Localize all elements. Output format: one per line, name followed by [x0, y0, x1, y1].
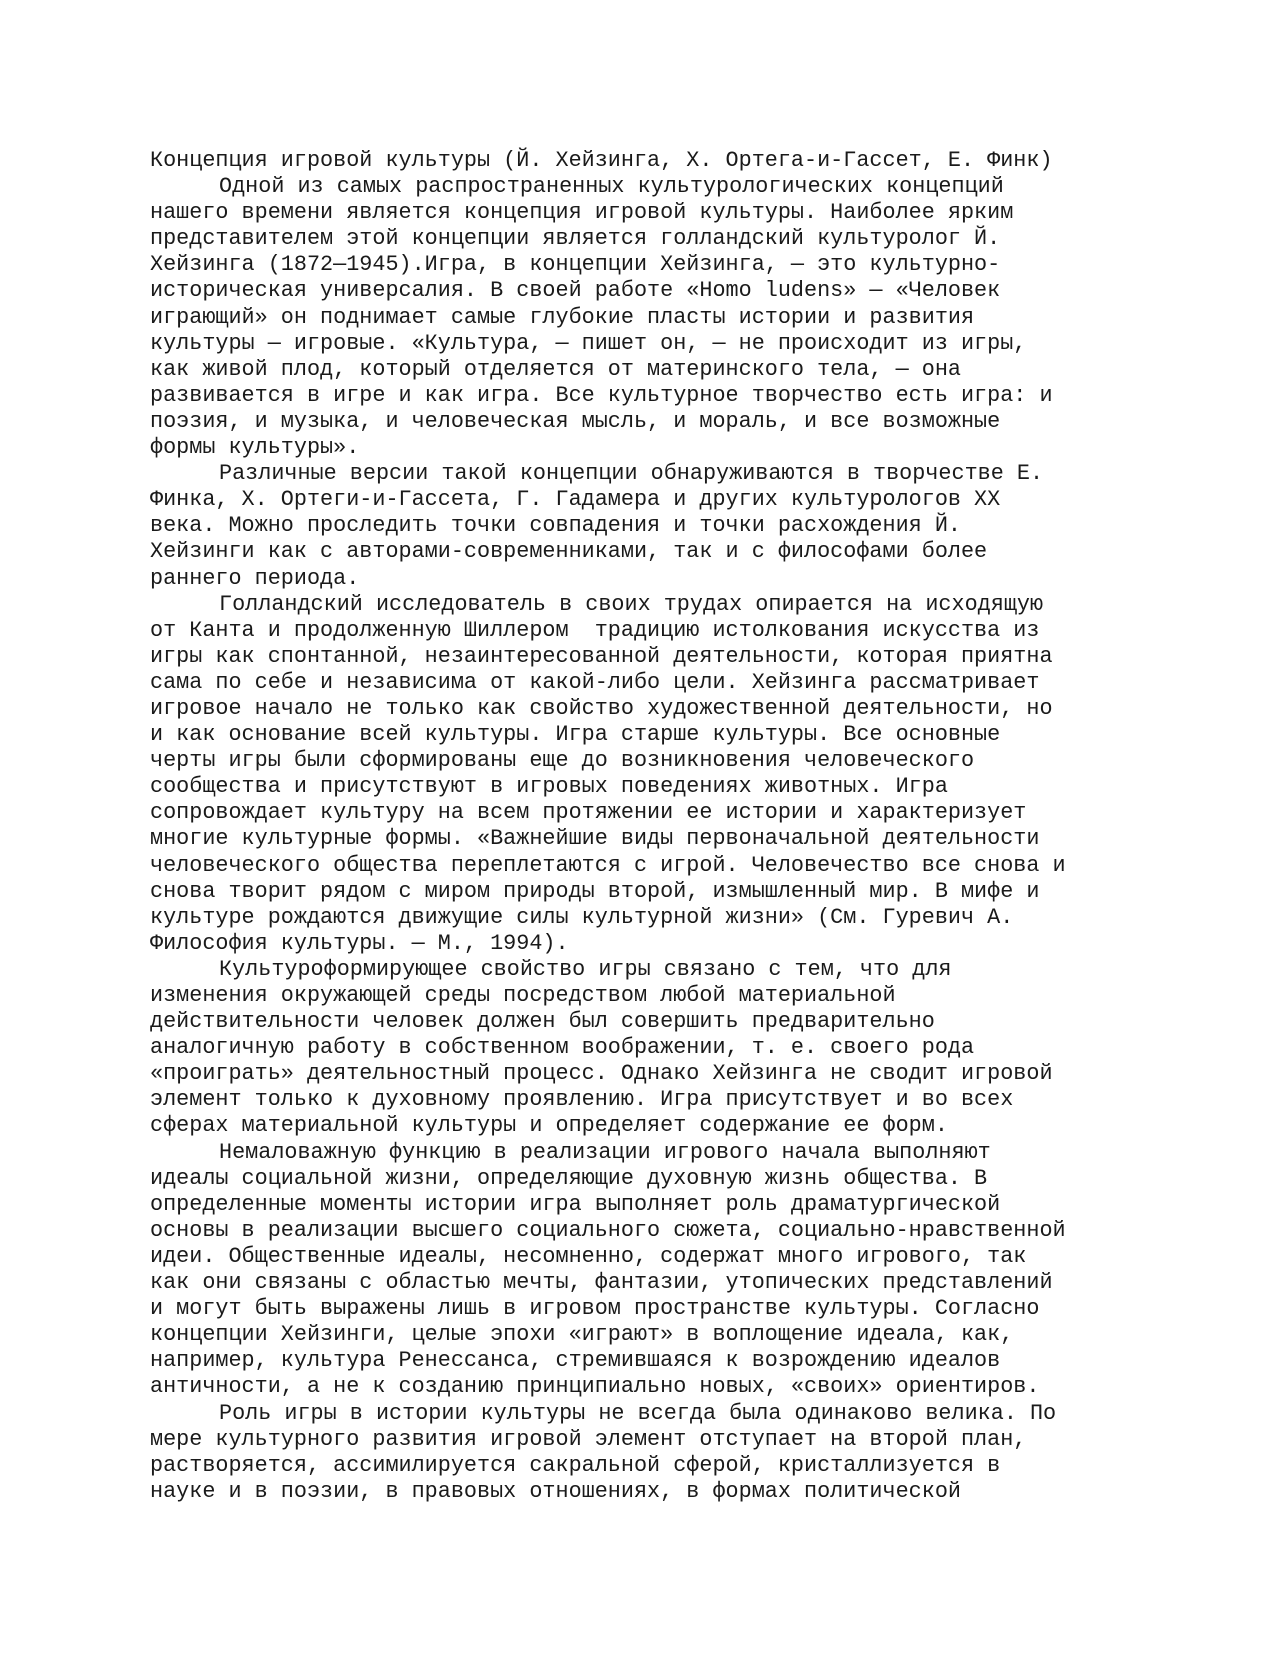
paragraph: Различные версии такой концепции обнаруживаются в творчестве Е. Финка, Х. Ортеги-и-Гассета, Г. Гадамера и других культурологов XX века. Можно проследить точки совпадения и точки расхождения Й. Хейзинги как с авторами-современниками, так и с философами более раннего периода.: [150, 461, 1044, 591]
paragraph: Голландский исследователь в своих трудах опирается на исходящую от Канта и продолженную Шиллером традицию истолкования искусства из игры как спонтанной, незаинтересованной деятельности, которая приятна сама по себе и независима от какой-либо цели. Хейзинга рассматривает игровое начало не только как свойство художественной деятельности, но и как основание всей культуры. Игра старше культуры. Все основные черты игры были сформированы еще до возникновения человеческого сообщества и присутствуют в игровых поведениях животных. Игра сопровождает культуру на всем протяжении ее истории и характеризует многие культурные формы. «Важнейшие виды первоначальной деятельности человеческого общества переплетаются с игрой. Человечество все снова и снова творит рядом с миром природы второй, измышленный мир. В мифе и культуре рождаются движущие силы культурной жизни» (См. Гуревич А. Философия культуры. — М., 1994).: [150, 591, 1066, 956]
paragraph: Культуроформирующее свойство игры связано с тем, что для изменения окружающей среды посредством любой материальной действительности человек должен был совершить предварительно аналогичную работу в собственном воображении, т. е. своего рода «проиграть» деятельностный процесс. Однако Хейзинга не сводит игровой элемент только к духовному проявлению. Игра присутствует и во всех сферах материальной культуры и определяет содержание ее форм.: [150, 956, 1053, 1139]
paragraph: Немаловажную функцию в реализации игрового начала выполняют идеалы социальной жизни, определяющие духовную жизнь общества. В определенные моменты истории игра выполняет роль драматургической основы в реализации высшего социального сюжета, социально-нравственной идеи. Общественные идеалы, несомненно, содержат много игрового, так как они связаны с областью мечты, фантазии, утопических представлений и могут быть выражены лишь в игровом пространстве культуры. Согласно концепции Хейзинги, целые эпохи «играют» в воплощение идеала, как, например, культура Ренессанса, стремившаяся к возрождению идеалов античности, а не к созданию принципиально новых, «своих» ориентиров.: [150, 1139, 1066, 1400]
paragraph: Одной из самых распространенных культурологических концепций нашего времени является концепция игровой культуры. Наиболее ярким представителем этой концепции является голландский культуролог Й. Хейзинга (1872—1945).Игра, в концепции Хейзинга, — это культурно- историческая универсалия. В своей работе «Homo ludens» — «Человек играющий» он поднимает самые глубокие пласты истории и развития культуры — игровые. «Культура, — пишет он, — не происходит из игры, как живой плод, который отделяется от материнского тела, — она развивается в игре и как игра. Все культурное творчество есть игра: и поэзия, и музыка, и человеческая мысль, и мораль, и все возможные формы культуры».: [150, 174, 1053, 461]
paragraph: Роль игры в истории культуры не всегда была одинаково велика. По мере культурного развития игровой элемент отступает на второй план, растворяется, ассимилируется сакральной сферой, кристаллизуется в науке и в поэзии, в правовых отношениях, в формах политической: [150, 1400, 1057, 1504]
document-title: Концепция игровой культуры (Й. Хейзинга, Х. Ортега-и-Гассет, Е. Финк): [150, 148, 1053, 173]
document-page: [150, 148, 1130, 1505]
